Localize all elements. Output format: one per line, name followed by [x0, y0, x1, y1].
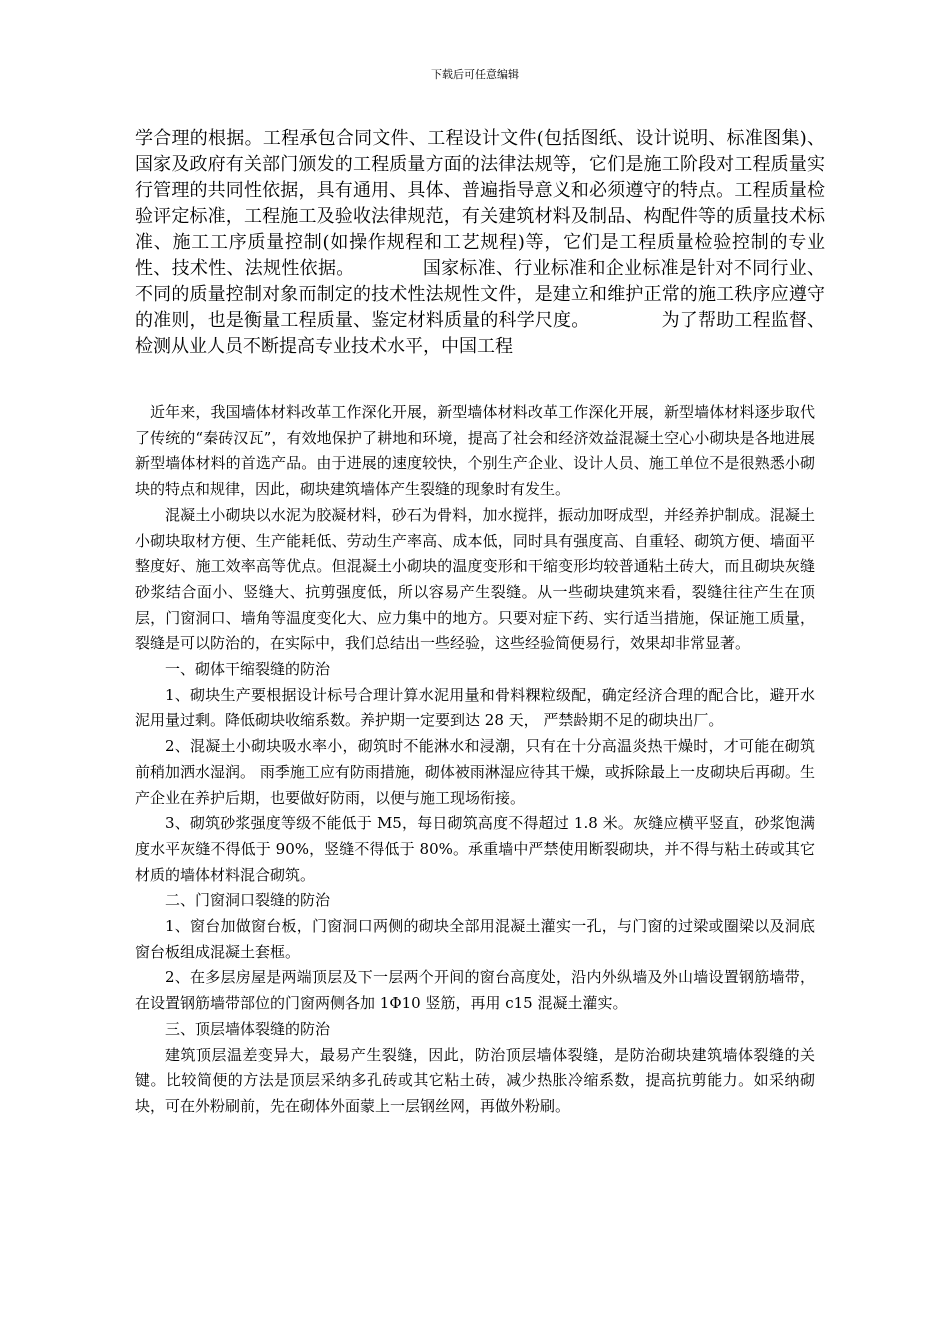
section-heading-2: 二、门窗洞口裂缝的防治	[165, 891, 331, 910]
intro-section	[135, 126, 825, 360]
body-paragraph-3: 1、砌块生产要根据设计标号合理计算水泥用量和骨料粿粒级配，确定经济合理的配合比，避开水泥用量过剩。降低砌块收缩系数。养护期一定要到达 28 天， 严禁龄期不足的砌块出厂。	[135, 685, 815, 730]
body-paragraph-2: 混凝土小砌块以水泥为胶凝材料，砂石为骨料，加水搅拌，振动加呀成型，并经养护制成。混凝土小砌块取材方便、生产能耗低、劳动生产率高、成本低，同时具有强度高、自重轻、砌筑方便、墙面平整度好、施工效率高等优点。但混凝土小砌块的温度变形和干缩变形均较普通粘土砖大，而且砌块灰缝砂浆结合面小、竖缝大、抗剪强度低，所以容易产生裂缝。从一些砌块建筑来看，裂缝往往产生在顶层，门窗洞口、墙角等温度变化大、应力集中的地方。只要对症下药、实行适当措施，保证施工质量，裂缝是可以防治的，在实际中，我们总结出一些经验，这些经验简便易行，效果却非常显著。	[135, 505, 815, 653]
intro-text-part2: 国家标准、行业标准和企业标准是针对不同行业、不同的质量控制对象而制定的技术性法规性文件，是建立和维护正常的施工秩序应遵守的准则，也是衡量工程质量、鉴定材料质量的科学尺度。	[135, 258, 825, 331]
body-paragraph-6: 1、窗台加做窗台板，门窗洞口两侧的砌块全部用混凝土灌实一孔，与门窗的过梁或圈梁以及洞底窗台板组成混凝土套框。	[135, 917, 815, 961]
body-paragraph-5: 3、砌筑砂浆强度等级不能低于 M5，每日砌筑高度不得超过 1.8 米。灰缝应横平竖直，砂浆饱满度水平灰缝不得低于 90%，竖缝不得低于 80%。承重墙中严禁使用断裂砌块，并不得与粘土砖或其它材质的墙体材料混合砌筑。	[135, 814, 815, 884]
intro-text-part3: 为了帮助工程监督、检测从业人员不断提高专业技术水平，中国工程	[135, 310, 826, 357]
page-header: 下载后可任意编辑	[431, 68, 519, 81]
intro-paragraph	[135, 126, 825, 360]
intro-text-part1: 学合理的根据。工程承包合同文件、工程设计文件(包括图纸、设计说明、标准图集)、国家及政府有关部门颁发的工程质量方面的法律法规等，它们是施工阶段对工程质量实行管理的共同性依据，具有通用、具体、普遍指导意义和必须遵守的特点。工程质量检验评定标准，工程施工及验收法律规范，有关建筑材料及制品、构配件等的质量技术标准、施工工序质量控制(如操作规程和工艺规程)等，它们是工程质量检验控制的专业性、技术性、法规性依据。	[135, 128, 825, 279]
body-paragraph-7: 2、在多层房屋是两端顶层及下一层两个开间的窗台高度处，沿内外纵墙及外山墙设置钢筋墙带，在设置钢筋墙带部位的门窗两侧各加 1Φ10 竖筋，再用 c15 混凝土灌实。	[135, 968, 815, 1013]
section-heading-1: 一、砌体干缩裂缝的防治	[165, 660, 331, 679]
section-heading-3: 三、顶层墙体裂缝的防治	[165, 1019, 331, 1038]
body-paragraph-4: 2、混凝土小砌块吸水率小，砌筑时不能淋水和浸潮，只有在十分高温炎热干燥时，才可能在砌筑前稍加洒水湿润。 雨季施工应有防雨措施，砌体被雨淋湿应待其干燥，或拆除最上一皮砌块后再砌。生产企业在养护后期，也要做好防雨，以便与施工现场衔接。	[135, 737, 815, 807]
body-paragraph-8: 建筑顶层温差变异大，最易产生裂缝，因此，防治顶层墙体裂缝，是防治砌块建筑墙体裂缝的关键。比较简便的方法是顶层采纳多孔砖或其它粘土砖，减少热胀冷缩系数，提高抗剪能力。如采纳砌块，可在外粉刷前，先在砌体外面蒙上一层钢丝网，再做外粉刷。	[135, 1045, 815, 1115]
body-paragraph-1: 近年来，我国墙体材料改革工作深化开展，新型墙体材料改革工作深化开展，新型墙体材料逐步取代了传统的“秦砖汉瓦”，有效地保护了耕地和环境，提高了社会和经济效益混凝土空心小砌块是各地进展新型墙体材料的首选产品。由于进展的速度较快，个别生产企业、设计人员、施工单位不是很熟悉小砌块的特点和规律，因此，砌块建筑墙体产生裂缝的现象时有发生。	[135, 403, 815, 499]
article-body	[135, 400, 815, 1120]
